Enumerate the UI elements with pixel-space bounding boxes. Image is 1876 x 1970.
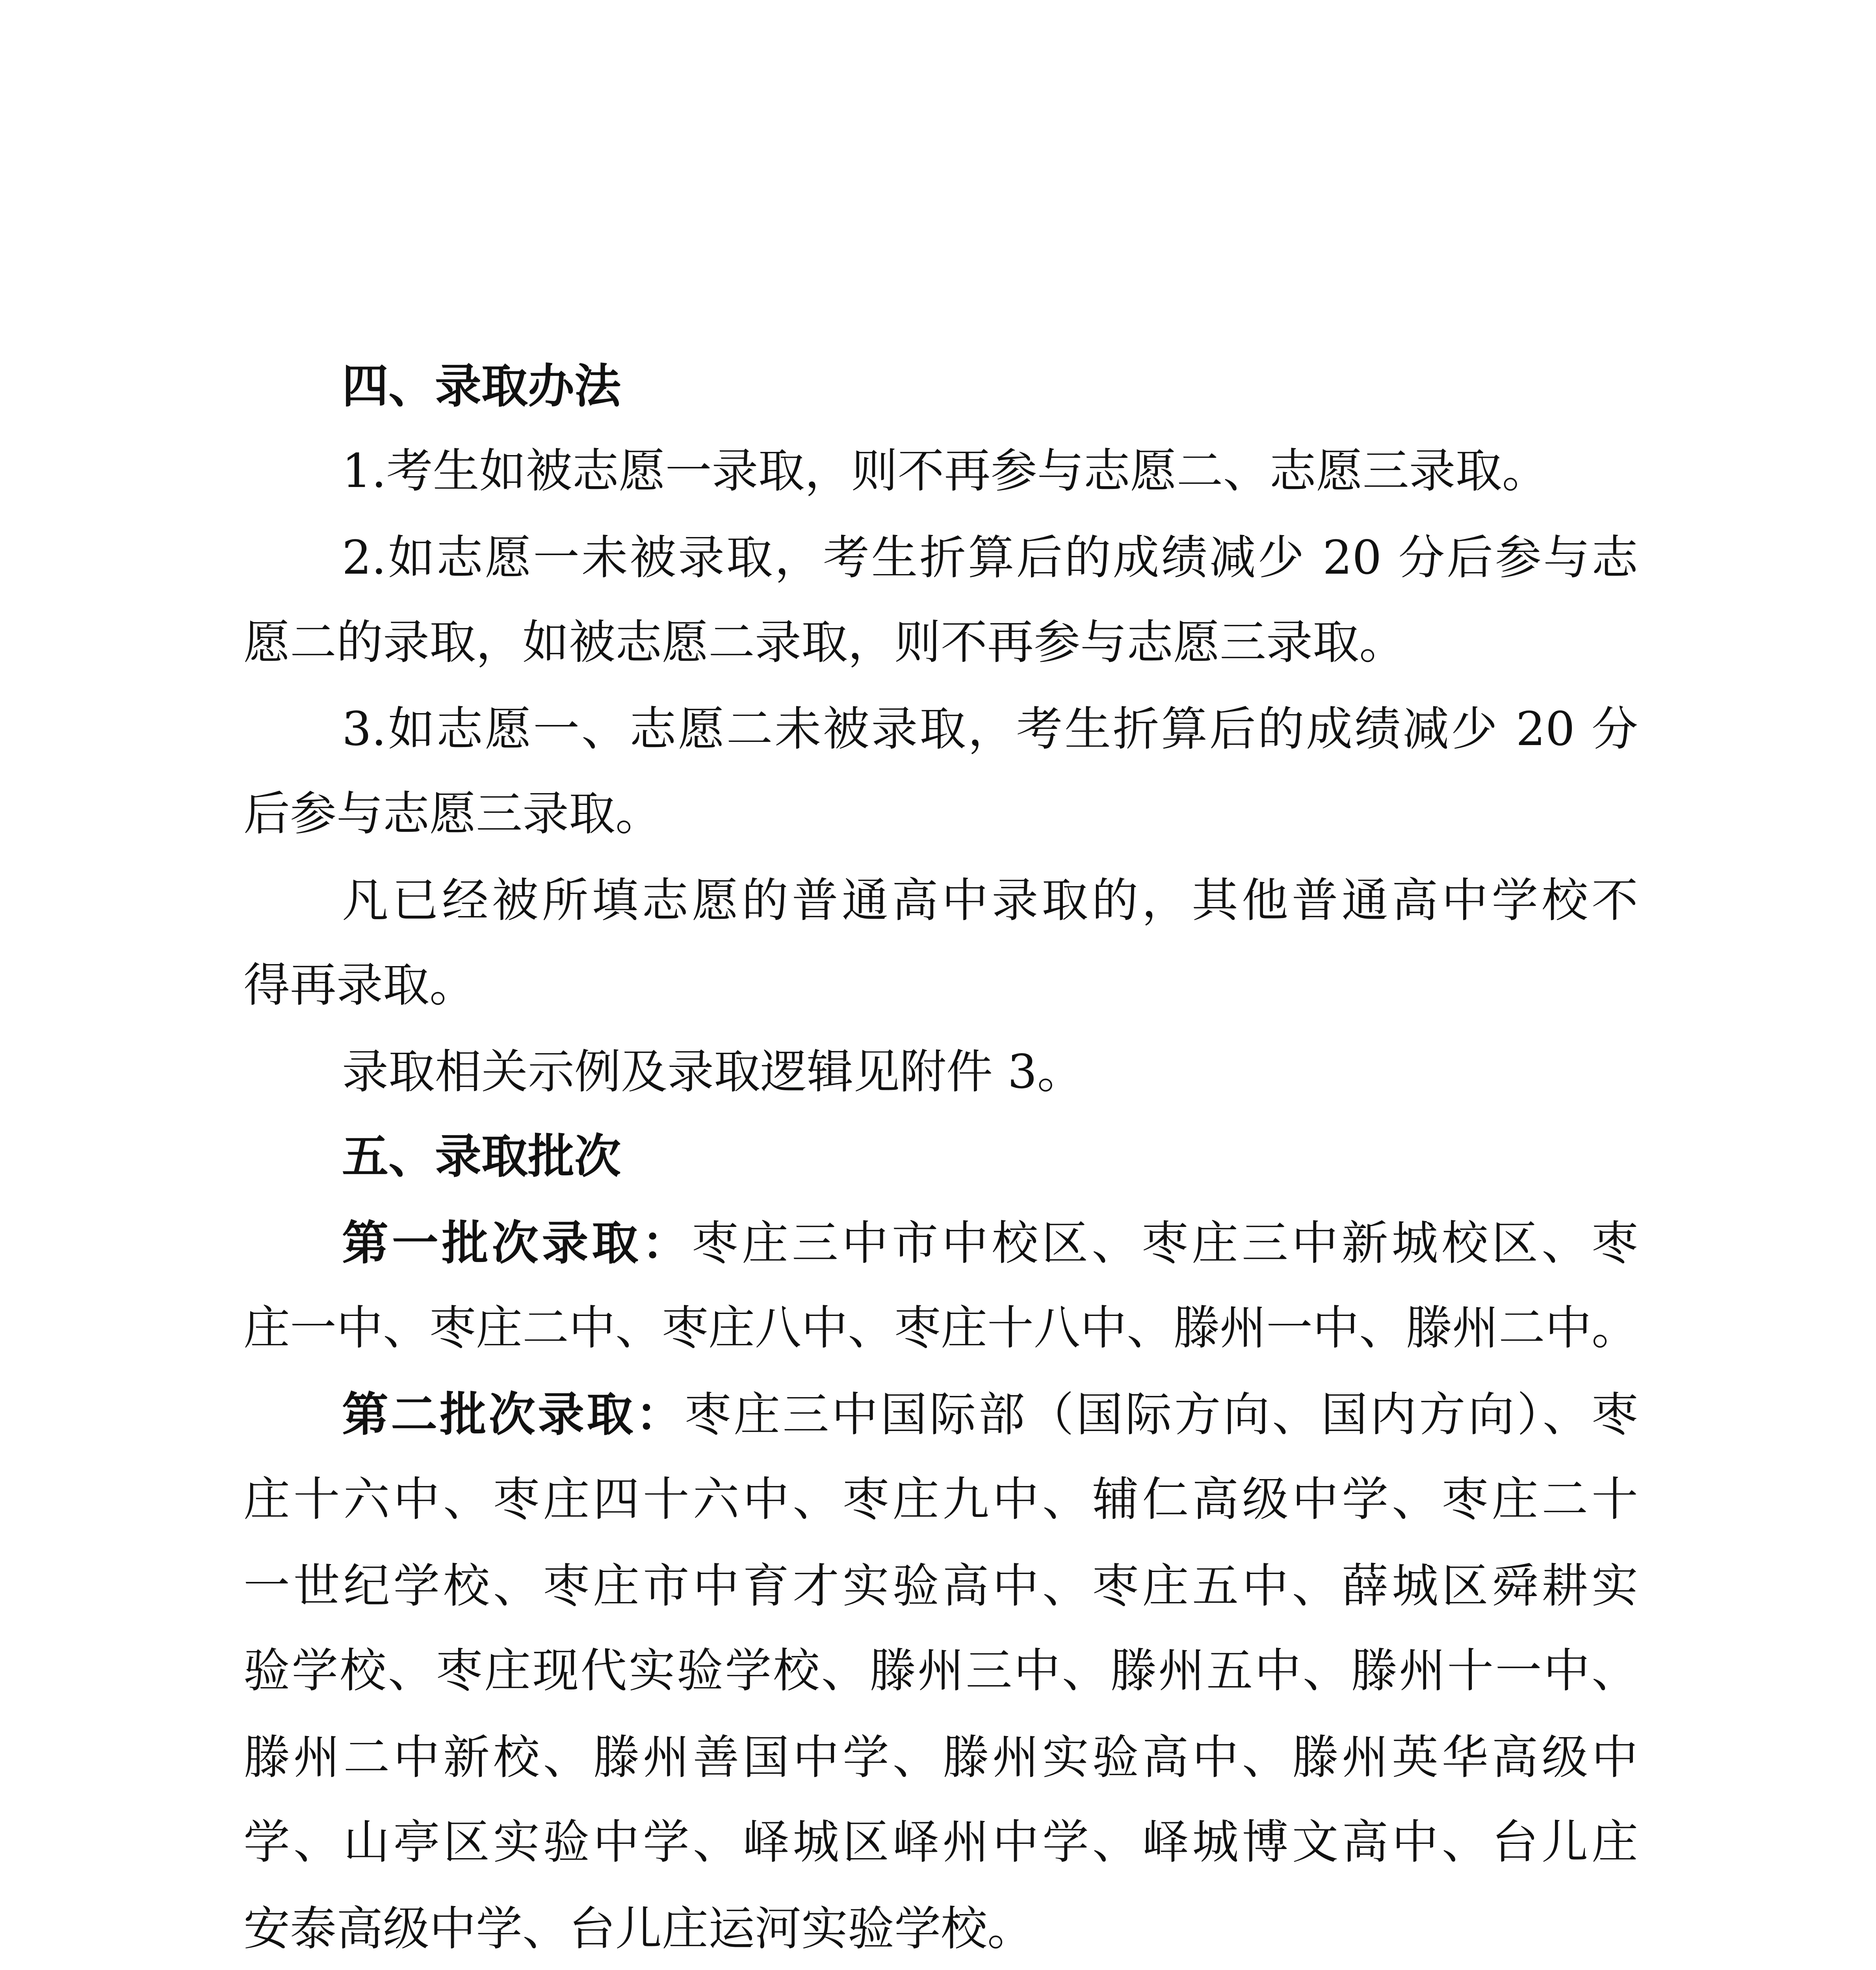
rule-note-1-line-2: 得再录取。: [243, 958, 476, 1012]
rule-item-3-line-1: 3.如志愿一、志愿二未被录取，考生折算后的成绩减少 20 分: [342, 702, 1638, 756]
batch-2-text: 枣庄三中国际部（国际方向、国内方向）、枣: [684, 1387, 1638, 1442]
batch-2-line-3: 一世纪学校、枣庄市中育才实验高中、枣庄五中、薛城区舜耕实: [243, 1559, 1638, 1613]
section-heading-4: 四、录取办法: [342, 359, 621, 413]
section-heading-5: 五、录取批次: [342, 1129, 621, 1184]
batch-2-line-5: 滕州二中新校、滕州善国中学、滕州实验高中、滕州英华高级中: [243, 1730, 1638, 1784]
batch-2-line-4: 验学校、枣庄现代实验学校、滕州三中、滕州五中、滕州十一中、: [243, 1643, 1638, 1698]
rule-item-1: 1.考生如被志愿一录取，则不再参与志愿二、志愿三录取。: [342, 444, 1549, 498]
batch-1-line-1: [342, 1214, 1638, 1273]
batch-2-line-1: [342, 1385, 1638, 1444]
rule-item-3-line-2: 后参与志愿三录取。: [243, 786, 662, 841]
batch-2-line-6: 学、山亭区实验中学、峄城区峄州中学、峄城博文高中、台儿庄: [243, 1815, 1638, 1869]
rule-item-2-line-1: 2.如志愿一未被录取，考生折算后的成绩减少 20 分后参与志: [342, 530, 1638, 585]
batch-1-text: 枣庄三中市中校区、枣庄三中新城校区、枣: [692, 1216, 1638, 1270]
batch-1-label: 第一批次录取：: [342, 1216, 692, 1270]
batch-2-line-2: 庄十六中、枣庄四十六中、枣庄九中、辅仁高级中学、枣庄二十: [243, 1472, 1638, 1526]
batch-2-label: 第二批次录取：: [342, 1387, 685, 1442]
batch-1-line-2: 庄一中、枣庄二中、枣庄八中、枣庄十八中、滕州一中、滕州二中。: [243, 1301, 1638, 1355]
rule-item-2-line-2: 愿二的录取，如被志愿二录取，则不再参与志愿三录取。: [243, 615, 1406, 669]
rule-note-2: 录取相关示例及录取逻辑见附件 3。: [342, 1044, 1084, 1099]
batch-2-line-7: 安泰高级中学、台儿庄运河实验学校。: [243, 1901, 1034, 1956]
rule-note-1-line-1: 凡已经被所填志愿的普通高中录取的，其他普通高中学校不: [342, 873, 1638, 927]
